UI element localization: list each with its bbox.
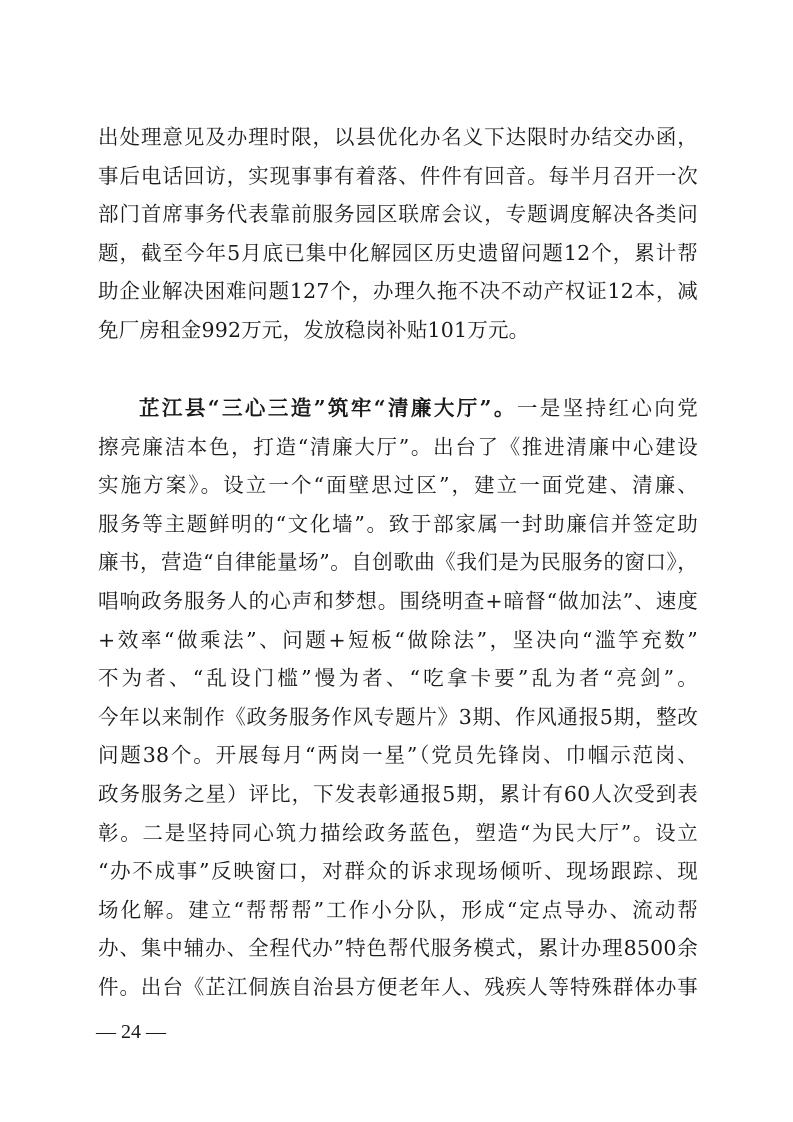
text-line: 办、集中辅办、全程代办”特色帮代服务模式，累计办理8500余 [98,936,698,961]
text-line: 题，截至今年5月底已集中化解园区历史遗留问题12个，累计帮 [98,240,698,265]
text-line: 件。出台《芷江侗族自治县方便老年人、残疾人等特殊群体办事 [98,974,698,999]
text-line: 场化解。建立“帮帮帮”工作小分队，形成“定点导办、流动帮 [98,897,698,922]
text-line: 助企业解决困难问题127个，办理久拖不决不动产权证12本，减 [98,279,698,304]
text-line: 不为者、“乱设门槛”慢为者、“吃拿卡要”乱为者“亮剑”。 [98,666,698,691]
text-line: 廉书，营造“自律能量场”。自创歌曲《我们是为民服务的窗口》， [98,550,698,575]
text-line: 今年以来制作《政务服务作风专题片》3期、作风通报5期，整改 [98,704,698,729]
heading-continuation: 一是坚持红心向党 [516,396,699,420]
text-line: “办不成事”反映窗口，对群众的诉求现场倾听、现场跟踪、现 [98,859,698,884]
paragraph-clean-hall [98,389,698,1007]
text-line: +效率“做乘法”、问题+短板“做除法”，坚决向“滥竽充数” [98,627,698,652]
text-line: 擦亮廉洁本色，打造“清廉大厅”。出台了《推进清廉中心建设 [98,434,698,459]
section-heading: 芷江县“三心三造”筑牢“清廉大厅”。 [139,396,517,420]
text-line-first [98,389,698,428]
text-line: 部门首席事务代表靠前服务园区联席会议，专题调度解决各类问 [98,202,698,227]
paragraph-optimization-office [98,118,698,350]
text-line: 实施方案》。设立一个“面壁思过区”，建立一面党建、清廉、 [98,473,698,498]
page-number: — 24 — [96,1021,166,1043]
text-line: 服务等主题鲜明的“文化墙”。致于部家属一封助廉信并签定助 [98,511,698,536]
text-line: 免厂房租金992万元，发放稳岗补贴101万元。 [98,317,530,342]
text-line: 出处理意见及办理时限，以县优化办名义下达限时办结交办函， [98,125,698,149]
text-line: 彰。二是坚持同心筑力描绘政务蓝色，塑造“为民大厅”。设立 [98,820,698,845]
text-line: 唱响政务服务人的心声和梦想。围绕明查+暗督“做加法”、速度 [98,588,698,613]
text-line: 政务服务之星）评比，下发表彰通报5期，累计有60人次受到表 [98,781,698,806]
text-line: 事后电话回访，实现事事有着落、件件有回音。每半月召开一次 [98,163,698,188]
text-line: 问题38个。开展每月“两岗一星”（党员先锋岗、巾帼示范岗、 [98,743,698,768]
